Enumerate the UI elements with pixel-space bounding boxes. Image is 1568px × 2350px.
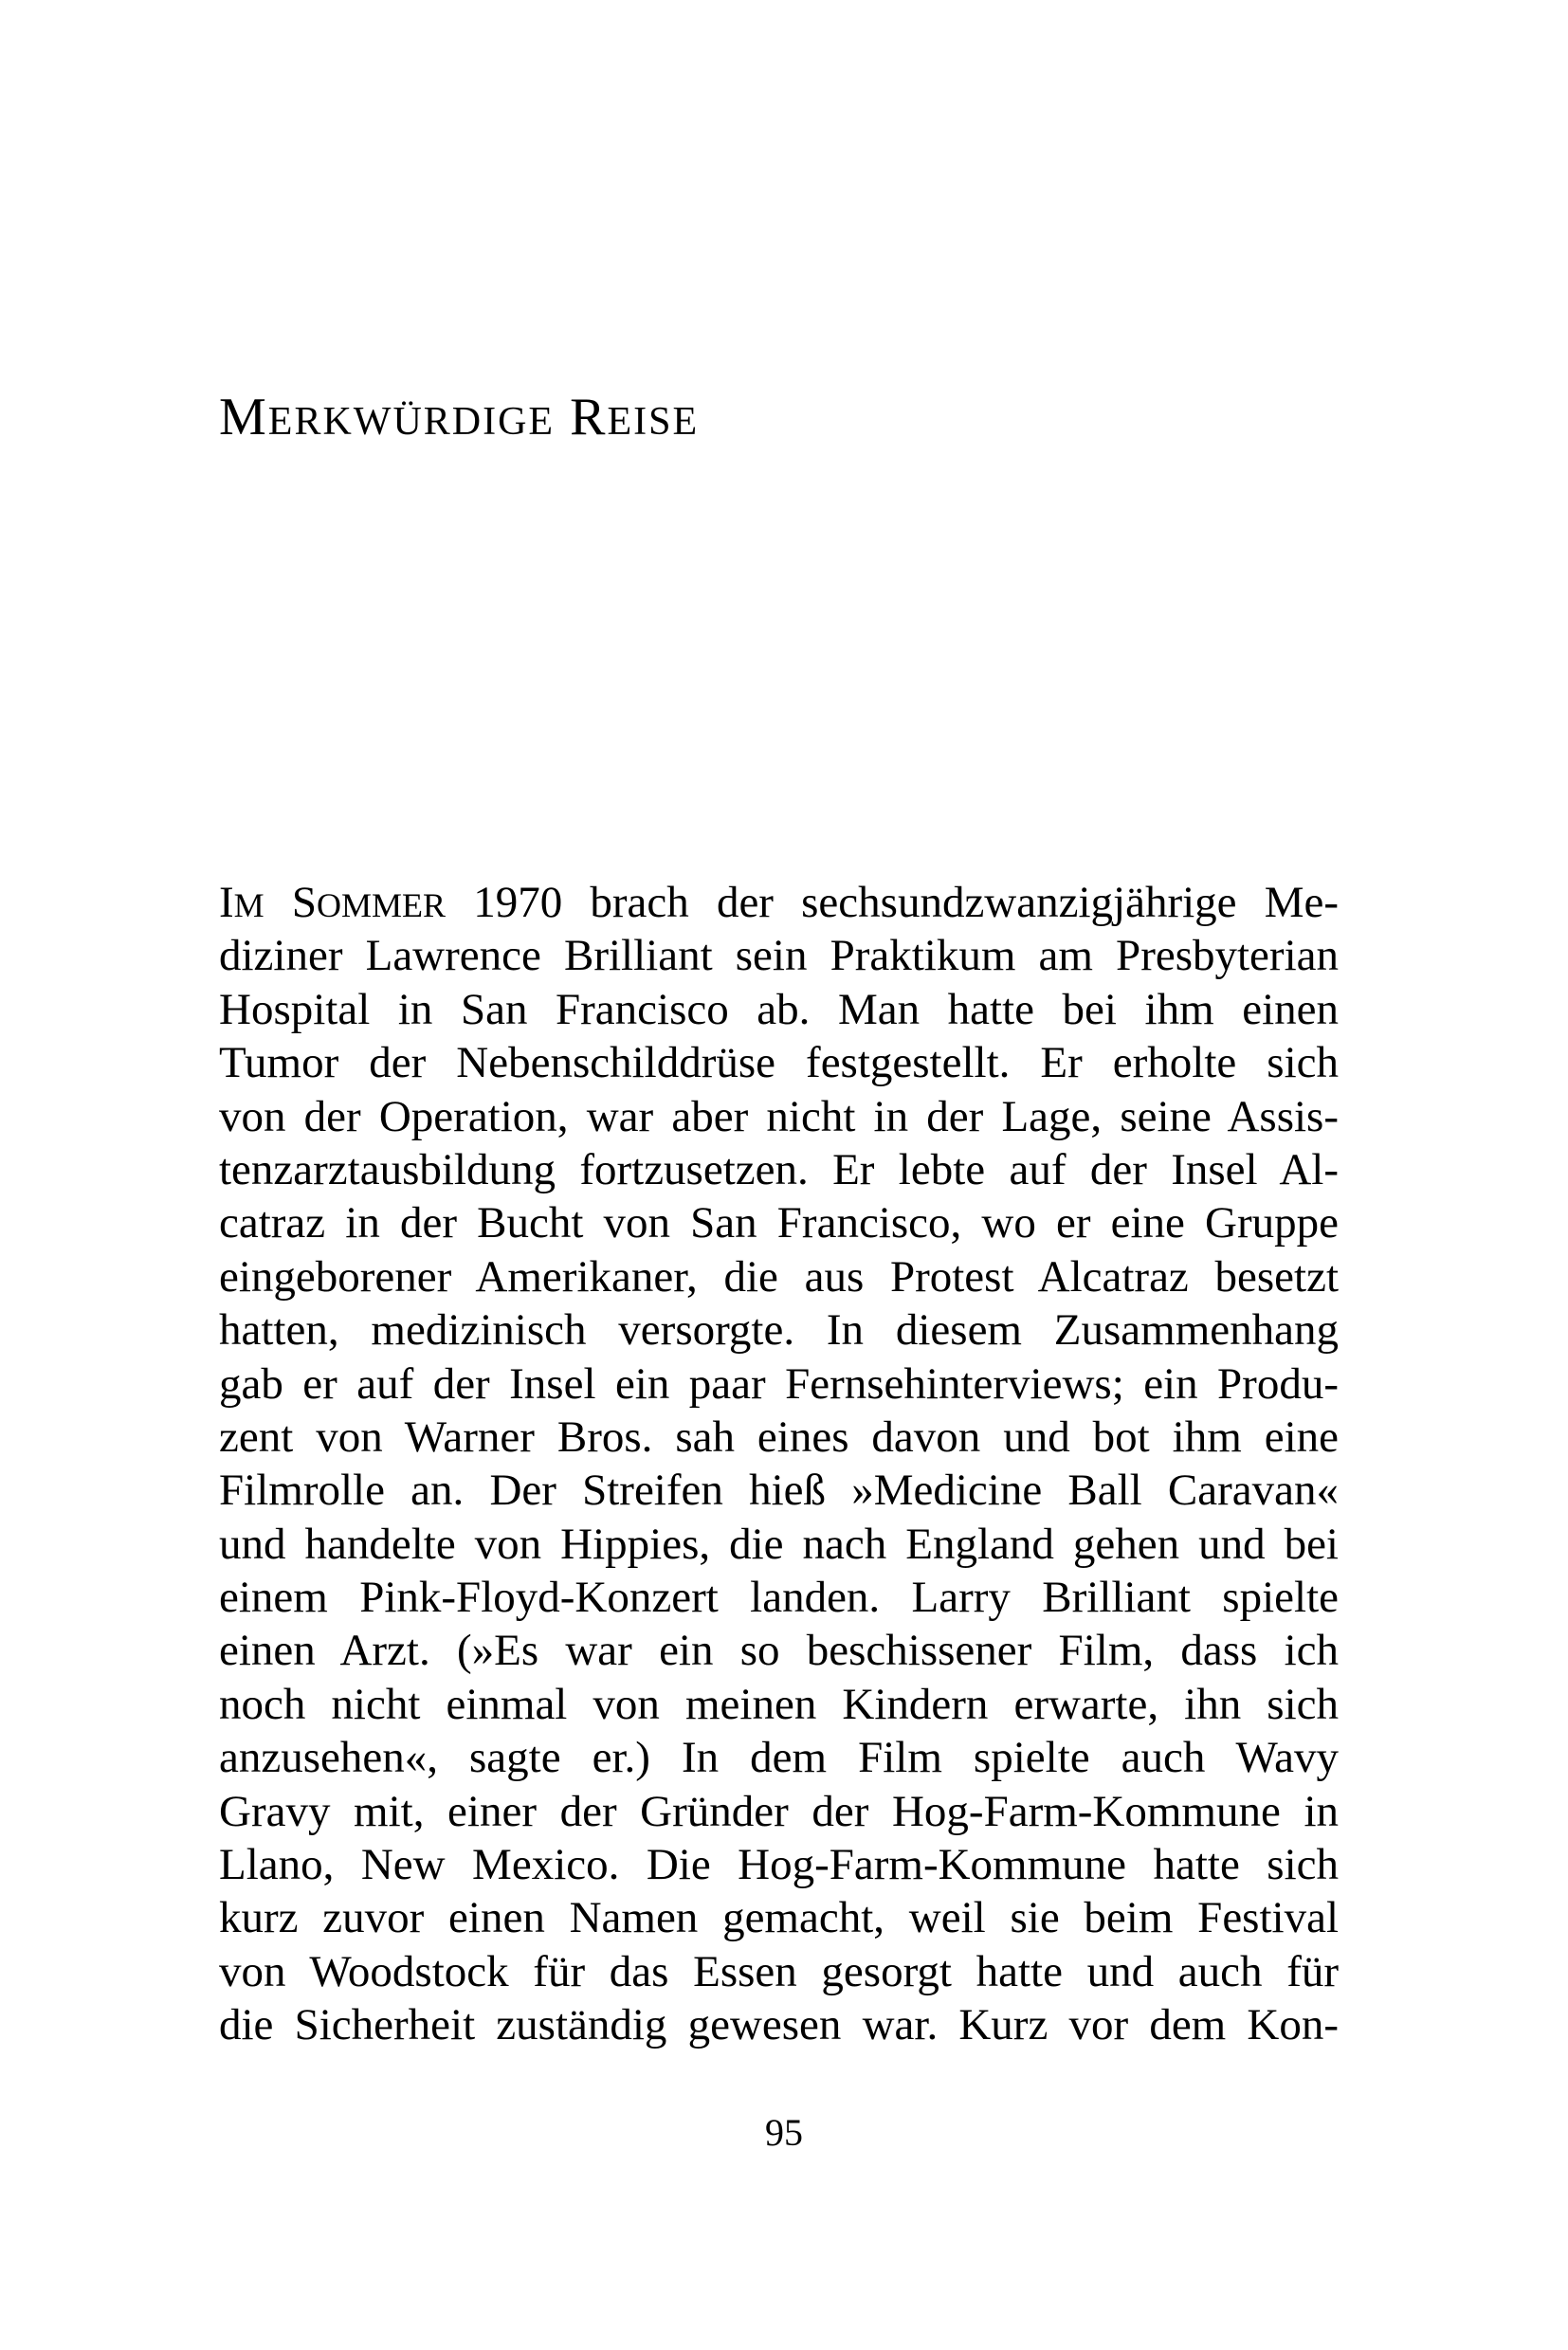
body-line: kurz zuvor einen Namen gemacht, weil sie beim Festival xyxy=(219,1893,1339,1943)
chapter-title-word-2-rest: EISE xyxy=(607,400,700,444)
body-text xyxy=(219,876,1339,2052)
opening-smallcaps-2: OMMER xyxy=(317,886,447,924)
body-line: noch nicht einmal von meinen Kindern erwarte, ihn sich xyxy=(219,1679,1339,1729)
body-line: und handelte von Hippies, die nach England gehen und bei xyxy=(219,1519,1339,1569)
chapter-title-word-2-initial: R xyxy=(570,388,608,446)
body-line: gab er auf der Insel ein paar Fernsehinterviews; ein Produ- xyxy=(219,1358,1339,1409)
body-line: hatten, medizinisch versorgte. In diesem Zusammenhang xyxy=(219,1305,1339,1356)
opening-smallcaps-1: M xyxy=(233,886,264,924)
opening-cap-1: I xyxy=(219,878,234,927)
chapter-title-word-1-rest: ERKWÜRDIGE xyxy=(267,400,556,444)
body-line: Tumor der Nebenschilddrüse festgestellt. Er erholte sich xyxy=(219,1038,1339,1088)
page-number: 95 xyxy=(765,2111,803,2154)
opening-cap-2: S xyxy=(291,878,317,927)
body-line: von Woodstock für das Essen gesorgt hatte und auch für xyxy=(219,1946,1339,1996)
body-line: catraz in der Bucht von San Francisco, wo er eine Gruppe xyxy=(219,1198,1339,1248)
chapter-title-word-1-initial: M xyxy=(219,388,268,446)
body-line: eingeborener Amerikaner, die aus Protest Alcatraz besetzt xyxy=(219,1251,1339,1302)
opening-text: 1970 brach der sechsundzwanzigjährige Me- xyxy=(446,878,1340,927)
body-line: tenzarztausbildung fortzusetzen. Er lebte auf der Insel Al- xyxy=(219,1144,1339,1194)
body-line: einen Arzt. (»Es war ein so beschissener Film, dass ich xyxy=(219,1626,1339,1676)
body-line: Gravy mit, einer der Gründer der Hog-Farm-Kommune in xyxy=(219,1786,1339,1836)
body-line: Llano, New Mexico. Die Hog-Farm-Kommune hatte sich xyxy=(219,1840,1339,1890)
body-line: einem Pink-Floyd-Konzert landen. Larry Brilliant spielte xyxy=(219,1573,1339,1623)
chapter-title xyxy=(219,388,700,446)
body-line-opening xyxy=(219,876,1339,929)
body-line: Hospital in San Francisco ab. Man hatte bei ihm einen xyxy=(219,984,1339,1034)
body-line: von der Operation, war aber nicht in der Lage, seine Assis- xyxy=(219,1091,1339,1141)
body-line: anzusehen«, sagte er.) In dem Film spielte auch Wavy xyxy=(219,1733,1339,1783)
body-line: die Sicherheit zuständig gewesen war. Kurz vor dem Kon- xyxy=(219,2000,1339,2050)
body-line: Filmrolle an. Der Streifen hieß »Medicine Ball Caravan« xyxy=(219,1466,1339,1516)
body-line: diziner Lawrence Brilliant sein Praktikum am Presbyterian xyxy=(219,931,1339,981)
body-line: zent von Warner Bros. sah eines davon und bot ihm eine xyxy=(219,1412,1339,1462)
